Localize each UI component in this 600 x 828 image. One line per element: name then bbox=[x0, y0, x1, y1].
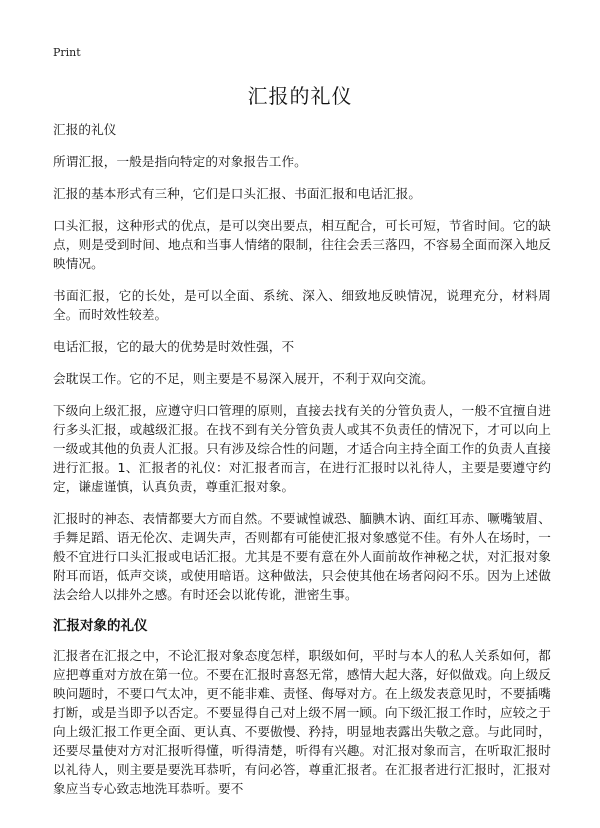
paragraph: 汇报的基本形式有三种，它们是口头汇报、书面汇报和电话汇报。 bbox=[53, 186, 422, 201]
paragraph: 汇报时的神态、表情都要大方而自然。不要诚惶诚恐、腼腆木讷、面红耳赤、噘嘴皱眉、手舞足蹈、语无伦次、走调失声，否则都有可能使汇报对象感觉不佳。有外人在场时，一般不宜进行口头汇报或电话汇报。尤其是不要有意在外人面前故作神秘之状，对汇报对象附耳而语，低声交谈，或使用暗语。这种做法，只会使其他在场者闷闷不乐。因为上述做法会给人以排外之感。有时还会以讹传讹，泄密生事。 bbox=[53, 511, 551, 602]
section-heading: 汇报对象的礼仪 bbox=[53, 618, 148, 634]
print-link[interactable]: Print bbox=[53, 46, 81, 59]
paragraph: 下级向上级汇报，应遵守归口管理的原则，直接去找有关的分管负责人，一般不宜擅自进行多头汇报，或越级汇报。在找不到有关分管负责人或其不负责任的情况下，才可以向上一级或其他的负责人汇报。只有涉及综合性的问题，才适合向主持全面工作的负责人直接进行汇报。1、汇报者的礼仪：对汇报者而言，在进行汇报时以礼待人，主要是要遵守约定，谦虚谨慎，认真负责，尊重汇报对象。 bbox=[53, 403, 551, 494]
paragraph: 口头汇报，这种形式的优点，是可以突出要点，相互配合，可长可短，节省时间。它的缺点，则是受到时间、地点和当事人情绪的限制，往往会丢三落四，不容易全面而深入地反映情况。 bbox=[53, 218, 551, 271]
document-body bbox=[53, 120, 551, 811]
paragraph: 会耽误工作。它的不足，则主要是不易深入展开，不利于双向交流。 bbox=[53, 371, 434, 386]
document-title: 汇报的礼仪 bbox=[247, 84, 353, 108]
paragraph-subtitle: 汇报的礼仪 bbox=[53, 122, 117, 137]
paragraph: 书面汇报，它的长处，是可以全面、系统、深入、细致地反映情况，说理充分，材料周全。而时效性较差。 bbox=[53, 288, 551, 322]
paragraph: 电话汇报，它的最大的优势是时效性强，不 bbox=[53, 339, 295, 354]
paragraph: 所谓汇报，一般是指向特定的对象报告工作。 bbox=[53, 154, 307, 169]
paragraph: 汇报者在汇报之中，不论汇报对象态度怎样，职级如何，平时与本人的私人关系如何，都应把尊重对方放在第一位。不要在汇报时喜怒无常，感情大起大落，好似做戏。向上级反映问题时，不要口气太冲，更不能非难、责怪、侮辱对方。在上级发表意见时，不要插嘴打断，或是当即予以否定。不要显得自己对上级不屑一顾。向下级汇报工作时，应较之于向上级汇报工作更全面、更认真、不要傲慢、矜持，明显地表露出失敬之意。与此同时，还要尽量使对方对汇报听得懂，听得清楚，听得有兴趣。对汇报对象而言，在听取汇报时以礼待人，则主要是要洗耳恭听，有问必答，尊重汇报者。在汇报者进行汇报时，汇报对象应当专心致志地洗耳恭听。要不 bbox=[53, 648, 551, 796]
